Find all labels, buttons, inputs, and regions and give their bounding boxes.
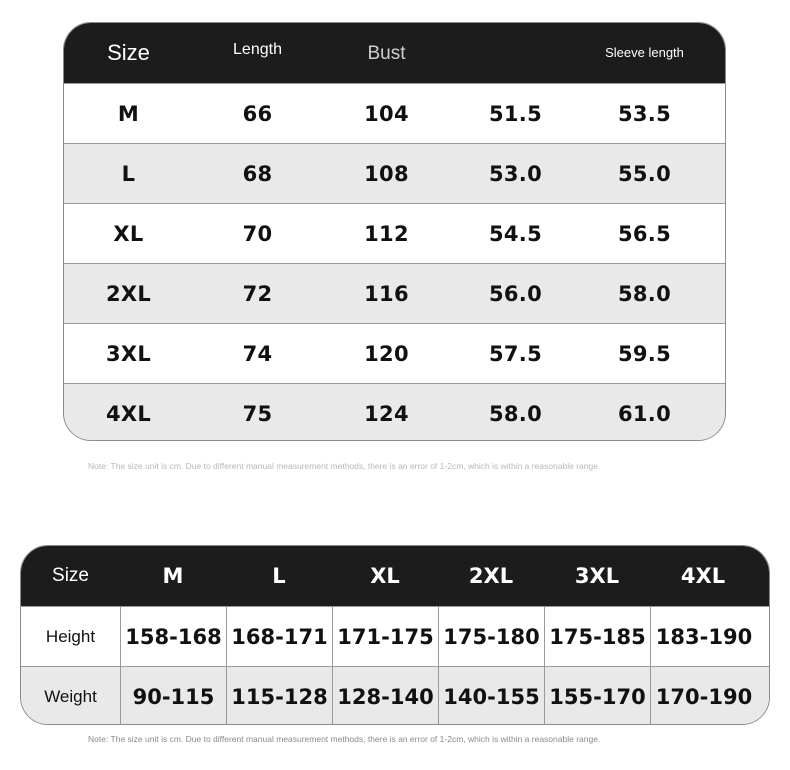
cell-length: 74	[242, 341, 273, 366]
cell-size: L	[121, 161, 136, 186]
row-label-weight: Weight	[21, 667, 121, 725]
cell-bust: 112	[364, 221, 409, 246]
header-length: Length	[233, 41, 282, 58]
cell-length: 75	[242, 401, 273, 426]
height-value: 171-175	[333, 607, 439, 666]
measurement-note: Note: The size unit is cm. Due to different manual measurement methods, there is an error of 1-2cm, which is within a reasonable range.	[88, 461, 601, 471]
table-row	[64, 83, 725, 143]
weight-value: 140-155	[439, 667, 545, 725]
cell-length: 72	[242, 281, 273, 306]
weight-value: 170-190	[655, 684, 753, 709]
table-row	[64, 203, 725, 263]
weight-value: 155-170	[545, 667, 651, 725]
height-value: 175-180	[439, 607, 545, 666]
weight-value: 115-128	[227, 667, 333, 725]
fit-table-header	[21, 546, 769, 606]
cell-col4: 57.5	[488, 341, 542, 366]
height-value: 168-171	[227, 607, 333, 666]
cell-length: 66	[242, 101, 273, 126]
cell-bust: 104	[364, 101, 409, 126]
height-value: 183-190	[655, 624, 753, 649]
header-sleeve-length: Sleeve length	[605, 45, 684, 60]
height-value: 175-185	[545, 607, 651, 666]
cell-col4: 53.0	[488, 161, 542, 186]
cell-col4: 58.0	[488, 401, 542, 426]
header-size-l: L	[272, 564, 286, 588]
weight-row	[21, 666, 769, 725]
cell-sleeve: 56.5	[617, 221, 671, 246]
cell-size: XL	[113, 221, 144, 246]
cell-sleeve: 58.0	[617, 281, 671, 306]
cell-size: M	[117, 101, 140, 126]
height-row	[21, 606, 769, 666]
measurement-note-bottom: Note: The size unit is cm. Due to different manual measurement methods, there is an error of 1-2cm, which is within a reasonable range.	[88, 734, 601, 744]
size-table-header	[64, 23, 725, 83]
fit-recommendation-table	[20, 545, 770, 725]
cell-bust: 108	[364, 161, 409, 186]
size-measurement-table	[63, 22, 726, 441]
header-size-4xl: 4XL	[680, 564, 726, 588]
cell-size: 4XL	[105, 401, 152, 426]
cell-length: 68	[242, 161, 273, 186]
cell-col4: 54.5	[488, 221, 542, 246]
cell-size: 2XL	[105, 281, 152, 306]
height-value: 158-168	[121, 607, 227, 666]
table-row	[64, 263, 725, 323]
header-size-2xl: 2XL	[468, 564, 514, 588]
cell-sleeve: 53.5	[617, 101, 671, 126]
cell-sleeve: 61.0	[617, 401, 671, 426]
cell-size: 3XL	[105, 341, 152, 366]
table-row	[64, 383, 725, 441]
weight-value: 90-115	[121, 667, 227, 725]
cell-bust: 116	[364, 281, 409, 306]
table-row	[64, 323, 725, 383]
cell-sleeve: 55.0	[617, 161, 671, 186]
header-size-3xl: 3XL	[574, 564, 620, 588]
header-size: Size	[107, 40, 150, 65]
row-label-height: Height	[21, 607, 121, 666]
cell-sleeve: 59.5	[617, 341, 671, 366]
weight-value: 128-140	[333, 667, 439, 725]
header-size-m: M	[162, 564, 184, 588]
table-row	[64, 143, 725, 203]
cell-col4: 56.0	[488, 281, 542, 306]
header-size-label: Size	[52, 565, 89, 586]
header-bust: Bust	[367, 42, 406, 64]
cell-col4: 51.5	[488, 101, 542, 126]
cell-bust: 124	[364, 401, 409, 426]
cell-bust: 120	[364, 341, 409, 366]
header-size-xl: XL	[370, 564, 400, 588]
cell-length: 70	[242, 221, 273, 246]
